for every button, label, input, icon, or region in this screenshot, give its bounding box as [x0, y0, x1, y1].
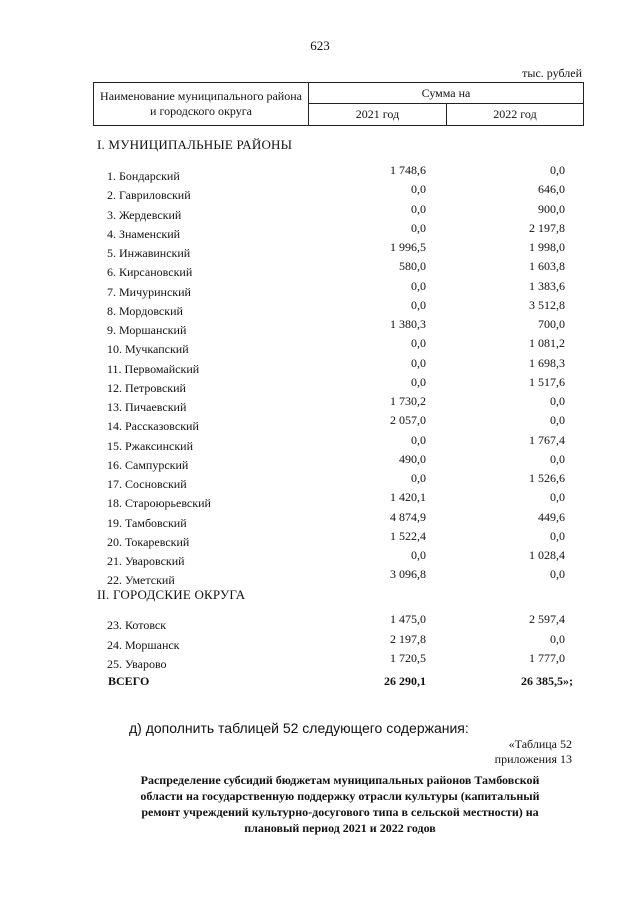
row-name: 10. Мучкапский [107, 342, 189, 356]
row-name: 14. Рассказовский [107, 419, 199, 433]
row-name: 18. Староюрьевский [107, 496, 211, 510]
table-row [0, 567, 640, 592]
row-value-2021: 0,0 [411, 202, 426, 216]
row-value-2021: 490,0 [399, 452, 426, 466]
row-name: 11. Первомайский [107, 362, 200, 376]
row-value-2021: 580,0 [399, 259, 426, 273]
row-value-2022: 0,0 [550, 394, 565, 408]
row-value-2022: 0,0 [550, 163, 565, 177]
row-value-2022: 1 698,3 [529, 356, 565, 370]
row-value-2021: 1 720,5 [390, 651, 426, 665]
table-row [0, 612, 640, 637]
total-label: ВСЕГО [108, 674, 150, 688]
row-value-2022: 0,0 [550, 490, 565, 504]
row-value-2021: 3 096,8 [390, 567, 426, 581]
table-row [0, 510, 640, 535]
row-name: 16. Сампурский [107, 458, 189, 472]
table-row [0, 433, 640, 458]
document-heading: Распределение субсидий бюджетам муниципальных районов Тамбовской области на государственную поддержку отрасли культуры (капитальный ремонт учреждений культурно-досугового типа в сельской местности) на плановый период 2021 и 2022 годов [140, 773, 540, 835]
row-value-2021: 2 197,8 [390, 632, 426, 646]
row-name: 9. Моршанский [107, 323, 187, 337]
table-reference [495, 737, 572, 767]
table-header [93, 82, 584, 126]
row-name: 7. Мичуринский [107, 285, 191, 299]
row-name: 25. Уварово [107, 657, 167, 671]
row-value-2022: 2 197,8 [529, 221, 565, 235]
row-name: 13. Пичаевский [107, 400, 187, 414]
row-value-2022: 1 998,0 [529, 240, 565, 254]
row-name: 19. Тамбовский [107, 516, 187, 530]
table-row [0, 471, 640, 496]
row-name: 5. Инжавинский [107, 246, 191, 260]
row-value-2021: 1 748,6 [390, 163, 426, 177]
row-name: 2. Гавриловский [107, 188, 191, 202]
row-value-2021: 0,0 [411, 279, 426, 293]
row-value-2022: 1 081,2 [529, 336, 565, 350]
table-row [0, 394, 640, 419]
row-name: 21. Уваровский [107, 554, 185, 568]
row-value-2021: 1 996,5 [390, 240, 426, 254]
row-value-2021: 0,0 [411, 471, 426, 485]
row-value-2021: 0,0 [411, 298, 426, 312]
row-value-2022: 900,0 [538, 202, 565, 216]
row-value-2021: 0,0 [411, 182, 426, 196]
row-name: 23. Котовск [107, 618, 167, 632]
column-header-2022: 2022 год [493, 107, 537, 121]
row-name: 1. Бондарский [107, 169, 180, 183]
row-value-2022: 700,0 [538, 317, 565, 331]
row-name: 24. Моршанск [107, 638, 180, 652]
total-2022: 26 385,5»; [521, 674, 573, 688]
row-value-2022: 3 512,8 [529, 298, 565, 312]
row-value-2021: 4 874,9 [390, 510, 426, 524]
row-value-2021: 0,0 [411, 356, 426, 370]
row-value-2021: 1 730,2 [390, 394, 426, 408]
row-value-2022: 1 526,6 [529, 471, 565, 485]
row-value-2021: 1 380,3 [390, 317, 426, 331]
row-name: 22. Уметский [107, 573, 175, 587]
row-value-2021: 1 420,1 [390, 490, 426, 504]
row-value-2022: 1 777,0 [529, 651, 565, 665]
row-value-2022: 1 767,4 [529, 433, 565, 447]
units-label: тыс. рублей [522, 66, 582, 80]
row-name: 6. Кирсановский [107, 265, 193, 279]
page-number: 623 [310, 38, 330, 53]
row-name: 3. Жердевский [107, 208, 182, 222]
row-value-2021: 0,0 [411, 221, 426, 235]
column-header-sum: Сумма на [309, 83, 583, 104]
row-value-2022: 1 383,6 [529, 279, 565, 293]
column-header-name: Наименование муниципального района и городского округа [94, 83, 309, 125]
table-row [0, 375, 640, 400]
row-value-2021: 0,0 [411, 375, 426, 389]
table-reference-line2: приложения 13 [494, 752, 572, 766]
row-name: 4. Знаменский [107, 227, 181, 241]
instruction-text: д) дополнить таблицей 52 следующего содержания: [129, 720, 469, 736]
row-value-2022: 2 597,4 [529, 612, 565, 626]
row-value-2022: 449,6 [538, 510, 565, 524]
row-value-2021: 1 475,0 [390, 612, 426, 626]
row-value-2022: 0,0 [550, 452, 565, 466]
row-value-2021: 0,0 [411, 433, 426, 447]
table-reference-line1: «Таблица 52 [508, 737, 572, 751]
row-name: 17. Сосновский [107, 477, 187, 491]
row-value-2022: 1 517,6 [529, 375, 565, 389]
section-title-city-districts: II. ГОРОДСКИЕ ОКРУГА [97, 587, 246, 602]
row-name: 15. Ржаксинский [107, 439, 193, 453]
row-value-2021: 1 522,4 [390, 529, 426, 543]
row-value-2021: 0,0 [411, 548, 426, 562]
row-value-2022: 0,0 [550, 632, 565, 646]
table-row [0, 548, 640, 573]
row-name: 8. Мордовский [107, 304, 183, 318]
row-value-2022: 0,0 [550, 567, 565, 581]
row-value-2022: 1 603,8 [529, 259, 565, 273]
row-value-2021: 0,0 [411, 336, 426, 350]
row-name: 12. Петровский [107, 381, 186, 395]
row-value-2022: 646,0 [538, 182, 565, 196]
row-value-2022: 0,0 [550, 529, 565, 543]
section-title-districts: I. МУНИЦИПАЛЬНЫЕ РАЙОНЫ [97, 137, 293, 152]
row-value-2022: 0,0 [550, 413, 565, 427]
total-2021: 26 290,1 [384, 674, 426, 688]
column-header-2021: 2021 год [309, 104, 447, 125]
row-value-2021: 2 057,0 [390, 413, 426, 427]
row-value-2022: 1 028,4 [529, 548, 565, 562]
row-name: 20. Токаревский [107, 535, 190, 549]
